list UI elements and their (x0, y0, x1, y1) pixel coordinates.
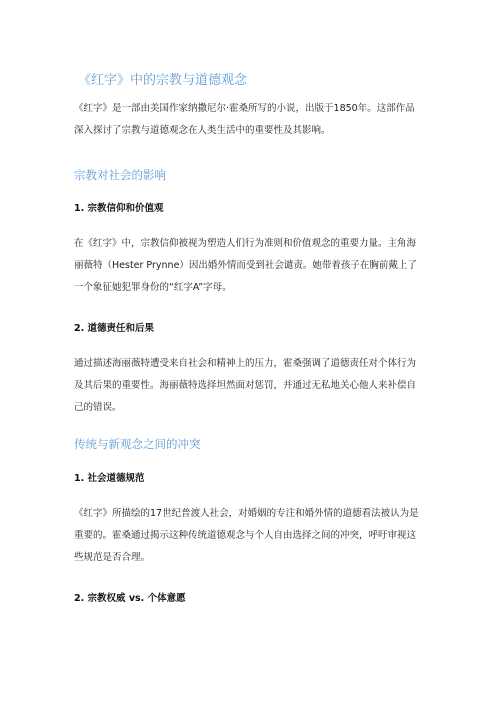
paragraph-social-norms: 《红字》所描绘的17世纪普渡人社会，对婚姻的专注和婚外情的道德看法被认为是重要的。霍桑通过揭示这种传统道德观念与个人自由选择之间的冲突，呼吁审视这些规范是否合理。 (74, 508, 419, 563)
section-heading-religion-society: 宗教对社会的影响 (74, 168, 166, 182)
subsection-heading-social-norms: 1. 社会道德规范 (74, 473, 145, 484)
intro-paragraph: 《红字》是一部由美国作家纳撒尼尔·霍桑所写的小说，出版于1850年。这部作品深入探讨了宗教与道德观念在人类生活中的重要性及其影响。 (74, 103, 415, 136)
subsection-heading-moral-responsibility: 2. 道德责任和后果 (74, 323, 155, 334)
subsection-heading-authority-vs-will: 2. 宗教权威 vs. 个体意愿 (74, 593, 186, 604)
section-heading-tradition-conflict: 传统与新观念之间的冲突 (74, 437, 201, 451)
paragraph-moral-responsibility: 通过描述海丽薇特遭受来自社会和精神上的压力，霍桑强调了道德责任对个体行为及其后果的重要性。海丽薇特选择坦然面对惩罚，并通过无私地关心他人来补偿自己的错误。 (74, 358, 417, 413)
subsection-heading-faith-values: 1. 宗教信仰和价值观 (74, 203, 164, 214)
document-title: 《红字》中的宗教与道德观念 (78, 73, 248, 88)
paragraph-faith-values: 在《红字》中，宗教信仰被视为塑造人们行为准则和价值观念的重要力量。主角海丽薇特（Hester Prynne）因出婚外情而受到社会谴责。她带着孩子在胸前戴上了一个象征她犯罪身份的“红字A”字母。 (74, 238, 417, 293)
